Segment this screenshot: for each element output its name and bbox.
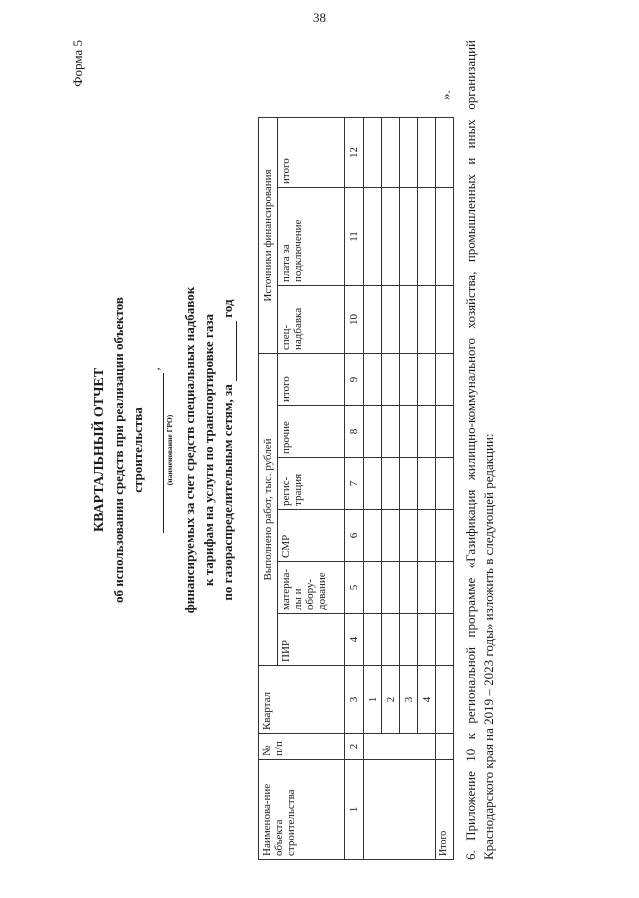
header-surcharge: спец-надбавка bbox=[278, 286, 345, 354]
column-number: 6 bbox=[345, 510, 364, 562]
object-name-cell bbox=[364, 760, 436, 860]
column-number: 5 bbox=[345, 562, 364, 614]
column-number-row bbox=[345, 118, 364, 860]
header-smr: СМР bbox=[278, 510, 345, 562]
column-number: 3 bbox=[345, 666, 364, 734]
quarter-cell: 2 bbox=[382, 666, 400, 734]
quarter-cell: 1 bbox=[364, 666, 382, 734]
column-number: 1 bbox=[345, 760, 364, 860]
column-number: 8 bbox=[345, 406, 364, 458]
column-number: 12 bbox=[345, 118, 364, 188]
column-number: 2 bbox=[345, 734, 364, 760]
header-registration: регис-трация bbox=[278, 458, 345, 510]
column-number: 4 bbox=[345, 614, 364, 666]
report-table bbox=[258, 117, 454, 860]
header-connection-fee: плата за подключение bbox=[278, 188, 345, 286]
title-line-6-text: по газораспределительным сетям, за bbox=[220, 384, 235, 601]
paragraph-6: 6. Приложение 10 к региональной программе «Газификация жилищно-коммунального хозяйства, промышленных и иных организаций Краснодарского края на 2019 – 2023 годы» изложить в следующей редакции: bbox=[463, 40, 496, 860]
title-line-3: строительства bbox=[130, 407, 145, 493]
column-number: 11 bbox=[345, 188, 364, 286]
header-materials: материа-лы и обору-дование bbox=[278, 562, 345, 614]
page-number: 38 bbox=[313, 10, 326, 25]
header-pir: ПИР bbox=[278, 614, 345, 666]
title-line-6 bbox=[218, 20, 237, 880]
column-number: 10 bbox=[345, 286, 364, 354]
header-sources-total: итого bbox=[278, 118, 345, 188]
header-work-total: итого bbox=[278, 354, 345, 406]
column-number: 9 bbox=[345, 354, 364, 406]
total-row bbox=[436, 118, 454, 860]
grp-name-blank bbox=[149, 373, 164, 533]
title-line-6-suffix: год bbox=[220, 299, 235, 318]
closing-quote-mark: ». bbox=[438, 90, 453, 100]
grp-caption: (наименование ГРО) bbox=[165, 414, 174, 486]
report-subtitle bbox=[180, 20, 237, 880]
header-object-name: Наименова-ние объекта строительства bbox=[259, 760, 345, 860]
grp-comma: , bbox=[147, 367, 162, 371]
form-label: Форма 5 bbox=[70, 40, 85, 87]
header-funding-sources: Источники финансирования bbox=[259, 118, 278, 354]
year-blank bbox=[223, 321, 237, 381]
total-row-label: Итого bbox=[436, 760, 454, 860]
title-line-5: к тарифам на услуги по транспортировке газа bbox=[201, 313, 216, 587]
title-line-2: об использовании средств при реализации объектов bbox=[111, 297, 126, 603]
quarter-cell: 4 bbox=[418, 666, 436, 734]
column-number: 7 bbox=[345, 458, 364, 510]
quarter-row bbox=[364, 118, 382, 860]
title-line-1: КВАРТАЛЬНЫЙ ОТЧЕТ bbox=[92, 367, 107, 533]
header-other: прочие bbox=[278, 406, 345, 458]
grp-name-field bbox=[146, 20, 164, 880]
header-quarter: Квартал bbox=[259, 666, 345, 734]
header-work-done: Выполнено работ, тыс. рублей bbox=[259, 354, 278, 666]
report-title bbox=[90, 20, 147, 880]
quarter-cell: 3 bbox=[400, 666, 418, 734]
header-number: № п/п bbox=[259, 734, 345, 760]
rotated-page-content bbox=[30, 20, 630, 880]
title-line-4: финансируемых за счет средств специальных надбавок bbox=[182, 286, 197, 614]
header-row-1 bbox=[259, 118, 278, 860]
number-cell bbox=[364, 734, 436, 760]
